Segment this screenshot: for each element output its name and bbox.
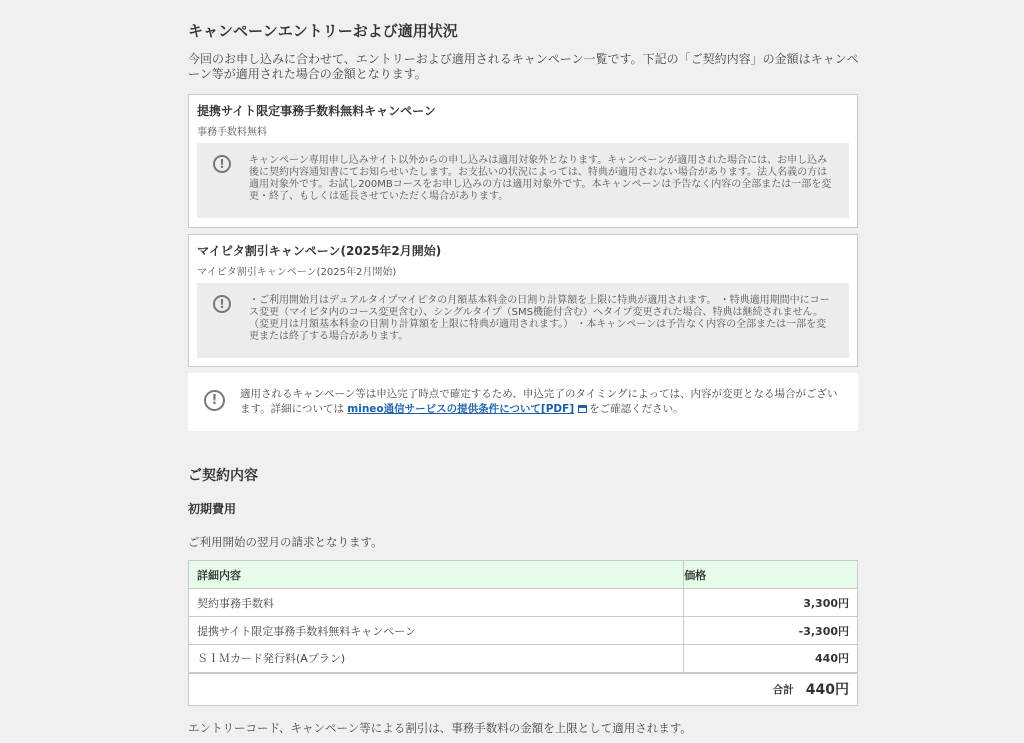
table-row (189, 617, 858, 645)
contract-section-title: ご契約内容 (188, 468, 258, 484)
campaign-card-title: 提携サイト限定事務手数料無料キャンペーン (197, 104, 436, 118)
campaign-intro: 今回のお申し込みに合わせて、エントリーおよび適用されるキャンペーン一覧です。下記の「ご契約内容」の金額はキャンペーン等が適用された場合の金額となります。 (188, 52, 859, 81)
warning-icon: ! (213, 295, 231, 313)
campaign-card-mypita (188, 234, 858, 367)
info-text-after: をご確認ください。 (589, 403, 684, 415)
warning-icon: ! (204, 390, 225, 411)
table-row (189, 645, 858, 673)
total-row (189, 673, 858, 706)
row-amount: -3,300円 (684, 617, 858, 645)
campaign-note-text: ・ご利用開始月はデュアルタイプマイピタの月額基本料金の日割り計算額を上限に特典が適用されます。 ・特典適用期間中にコース変更（マイピタ内のコース変更含む）、シングルタイプ（SMS機能付含む）へタイプ変更された場合、特典は継続されません。（変更月は月額基本料金の日割り計算額を上限に特典が適用されます。） ・本キャンペーンは予告なく内容の全部または一部を変更または終了する場合があります。 (249, 295, 830, 342)
header-detail: 詳細内容 (189, 561, 684, 589)
row-amount: 440円 (684, 645, 858, 673)
table-row (189, 589, 858, 617)
total-cell (189, 673, 858, 706)
row-amount: 3,300円 (684, 589, 858, 617)
campaign-info-box (188, 373, 858, 431)
campaign-note (197, 143, 849, 218)
campaign-card-title: マイピタ割引キャンペーン(2025年2月開始) (197, 244, 442, 258)
campaign-card-subtitle: マイピタ割引キャンペーン(2025年2月開始) (197, 267, 397, 278)
campaign-card-office-fee (188, 94, 858, 228)
fee-table (188, 560, 858, 706)
campaign-card-subtitle: 事務手数料無料 (197, 127, 267, 138)
campaign-note (197, 283, 849, 358)
terms-pdf-link[interactable]: mineo通信サービスの提供条件について[PDF] (347, 403, 575, 415)
initial-fee-title: 初期費用 (188, 502, 237, 516)
row-label: 契約事務手数料 (189, 589, 684, 617)
row-label: ＳＩＭカード発行料(Aプラン) (189, 645, 684, 673)
campaign-note-text: キャンペーン専用申し込みサイト以外からの申し込みは適用対象外となります。キャンペーンが適用された場合には、お申し込み後に契約内容通知書にてお知らせいたします。お支払いの状況によっては、特典が適用されない場合があります。法人名義の方は適用対象外です。お試し200MBコースをお申し込みの方は適用対象外です。本キャンペーンは予告なく内容の全部または一部を変更・終了、もしくは延長させていただく場合があります。 (249, 155, 832, 202)
initial-fee-note: ご利用開始の翌月の請求となります。 (188, 535, 383, 549)
table-header-row (189, 561, 858, 589)
campaign-info-text (240, 387, 844, 417)
campaign-section-title: キャンペーンエントリーおよび適用状況 (188, 22, 458, 40)
row-label: 提携サイト限定事務手数料無料キャンペーン (189, 617, 684, 645)
discount-footer-note: エントリーコード、キャンペーン等による割引は、事務手数料の金額を上限として適用されます。 (188, 721, 692, 735)
external-window-icon (578, 405, 587, 413)
total-value: 440円 (805, 682, 849, 699)
info-text-before: 適用されるキャンペーン等は申込完了時点で確定するため、申込完了のタイミングによっては、内容が変更となる場合がございます。詳細については (240, 388, 838, 415)
header-price: 価格 (684, 561, 858, 589)
total-label: 合計 (772, 684, 794, 697)
warning-icon: ! (213, 155, 231, 173)
